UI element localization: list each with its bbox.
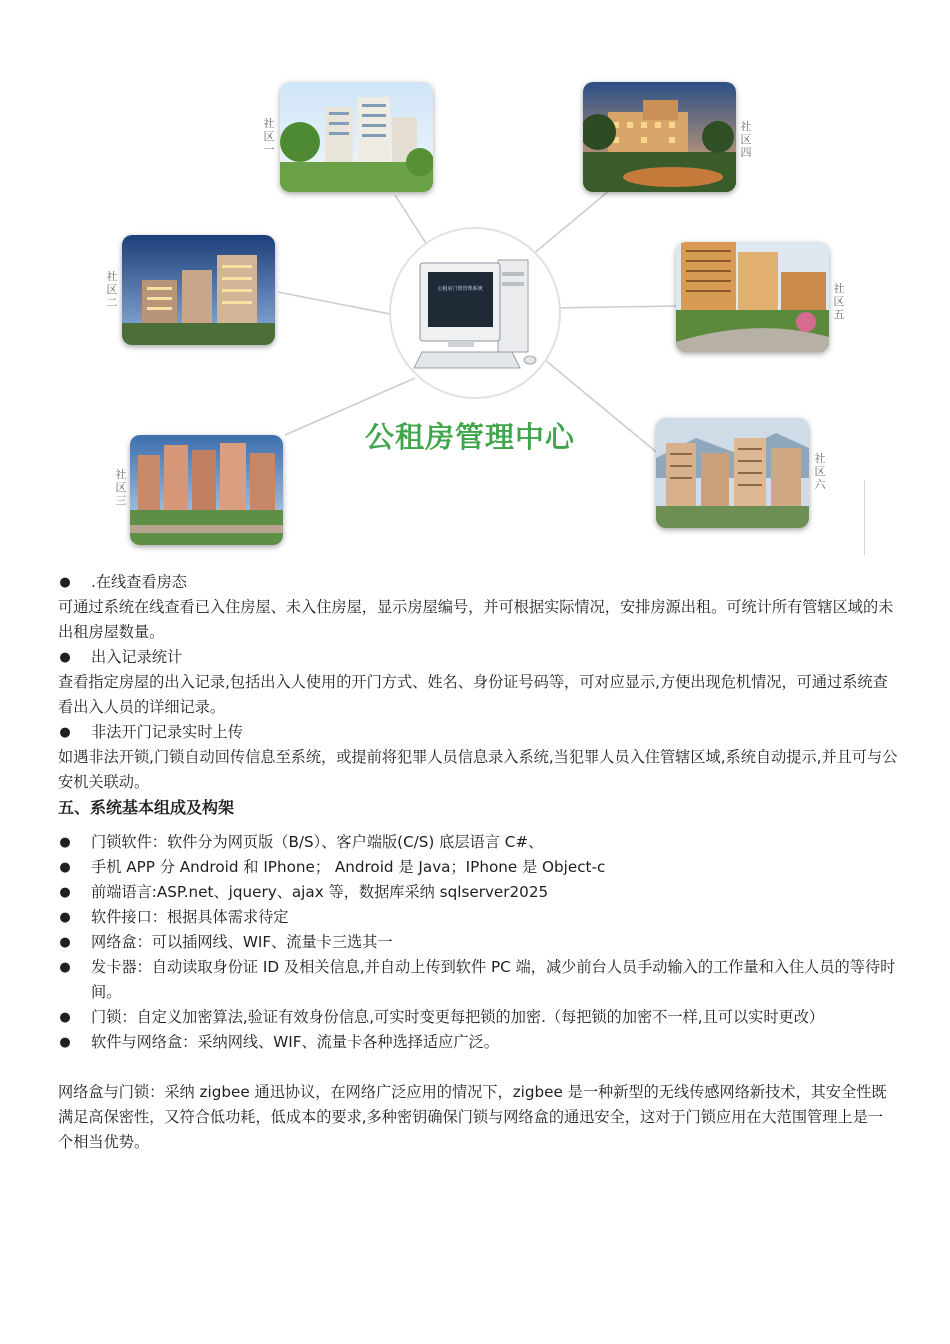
- monitor-screen-text: 公租房门禁管理系统: [437, 286, 483, 292]
- list-item: [58, 905, 898, 930]
- section-access-records-title: [58, 645, 898, 670]
- list-item: [58, 955, 898, 1005]
- list-item-text: 发卡器：自动读取身份证 ID 及相关信息,并自动上传到软件 PC 端，减少前台人员手动输入的工作量和入住人员的等待时间。: [91, 958, 896, 1001]
- computer-icon: [414, 260, 536, 368]
- community-3-label: 社 区 三: [115, 468, 127, 507]
- community-4-label: 社 区 四: [740, 120, 752, 159]
- list-item-text: 网络盒：可以插网线、WIF、流量卡三选其一: [91, 933, 393, 951]
- bullet-icon: ●: [59, 650, 71, 665]
- edge-divider: [864, 480, 865, 555]
- list-item-text: 前端语言:ASP.net、jquery、ajax 等，数据库采纳 sqlserver2025: [91, 883, 549, 901]
- bullet-icon: ●: [59, 885, 71, 900]
- section-heading-5: 五、系统基本组成及构架: [58, 798, 235, 817]
- community-6-label: 社 区 六: [814, 452, 826, 491]
- list-item: [58, 1030, 898, 1055]
- component-list: [58, 830, 898, 1055]
- bullet-icon: ●: [59, 935, 71, 950]
- section-access-records-body: 查看指定房屋的出入记录,包括出入人使用的开门方式、姓名、身份证号码等，可对应显示,方便出现危机情况，可通过系统查看出入人员的详细记录。: [58, 673, 888, 716]
- section-illegal-open-title: [58, 720, 898, 745]
- list-item-text: 手机 APP 分 Android 和 IPhone； Android 是 Java；IPhone 是 Object-c: [91, 858, 606, 876]
- document-body: [58, 570, 898, 1155]
- list-item-text: 门锁软件：软件分为网页版（B/S）、客户端版(C/S) 底层语言 C#、: [91, 833, 544, 851]
- list-item: [58, 1005, 898, 1030]
- section-illegal-open-body: 如遇非法开锁,门锁自动回传信息至系统，或提前将犯罪人员信息录入系统,当犯罪人员入住管辖区域,系统自动提示,并且可与公安机关联动。: [58, 748, 898, 791]
- community-diagram: [0, 60, 950, 560]
- final-paragraph: 网络盒与门锁：采纳 zigbee 通迅协议，在网络广泛应用的情况下，zigbee 是一种新型的无线传感网络新技术，其安全性既满足高保密性，又符合低功耗，低成本的要求,多种密钥确保门锁与网络盒的通迅安全，这对于门锁应用在大范围管理上是一个相当优势。: [58, 1083, 887, 1151]
- community-5-photo: [676, 242, 829, 352]
- center-title: 公租房管理中心: [364, 420, 575, 454]
- community-2-photo: [122, 235, 275, 345]
- bullet-icon: ●: [59, 960, 71, 975]
- section-online-status-title: [58, 570, 898, 595]
- section-title-text: .在线查看房态: [91, 573, 187, 591]
- list-item: [58, 830, 898, 855]
- list-item: [58, 880, 898, 905]
- list-item-text: 软件接口：根据具体需求待定: [91, 908, 289, 926]
- bullet-icon: ●: [59, 910, 71, 925]
- list-item: [58, 855, 898, 880]
- bullet-icon: ●: [59, 835, 71, 850]
- section-title-text: 出入记录统计: [91, 648, 183, 666]
- bullet-icon: ●: [59, 860, 71, 875]
- community-5-label: 社 区 五: [833, 282, 845, 321]
- community-6-photo: [656, 418, 809, 528]
- community-4-photo: [583, 82, 736, 192]
- bullet-icon: ●: [59, 1010, 71, 1025]
- section-title-text: 非法开门记录实时上传: [91, 723, 243, 741]
- bullet-icon: ●: [59, 575, 71, 590]
- bullet-icon: ●: [59, 1035, 71, 1050]
- community-1-photo: [280, 82, 433, 192]
- community-3-photo: [130, 435, 283, 545]
- list-item-text: 软件与网络盒：采纳网线、WIF、流量卡各种选择适应广泛。: [91, 1033, 499, 1051]
- section-online-status-body: 可通过系统在线查看已入住房屋、未入住房屋，显示房屋编号，并可根据实际情况，安排房源出租。可统计所有管辖区域的未出租房屋数量。: [58, 598, 894, 641]
- community-1-label: 社 区 一: [263, 117, 275, 156]
- list-item: [58, 930, 898, 955]
- list-item-text: 门锁：自定义加密算法,验证有效身份信息,可实时变更每把锁的加密.（每把锁的加密不一样,且可以实时更改）: [91, 1008, 825, 1026]
- bullet-icon: ●: [59, 725, 71, 740]
- community-2-label: 社 区 二: [106, 270, 118, 309]
